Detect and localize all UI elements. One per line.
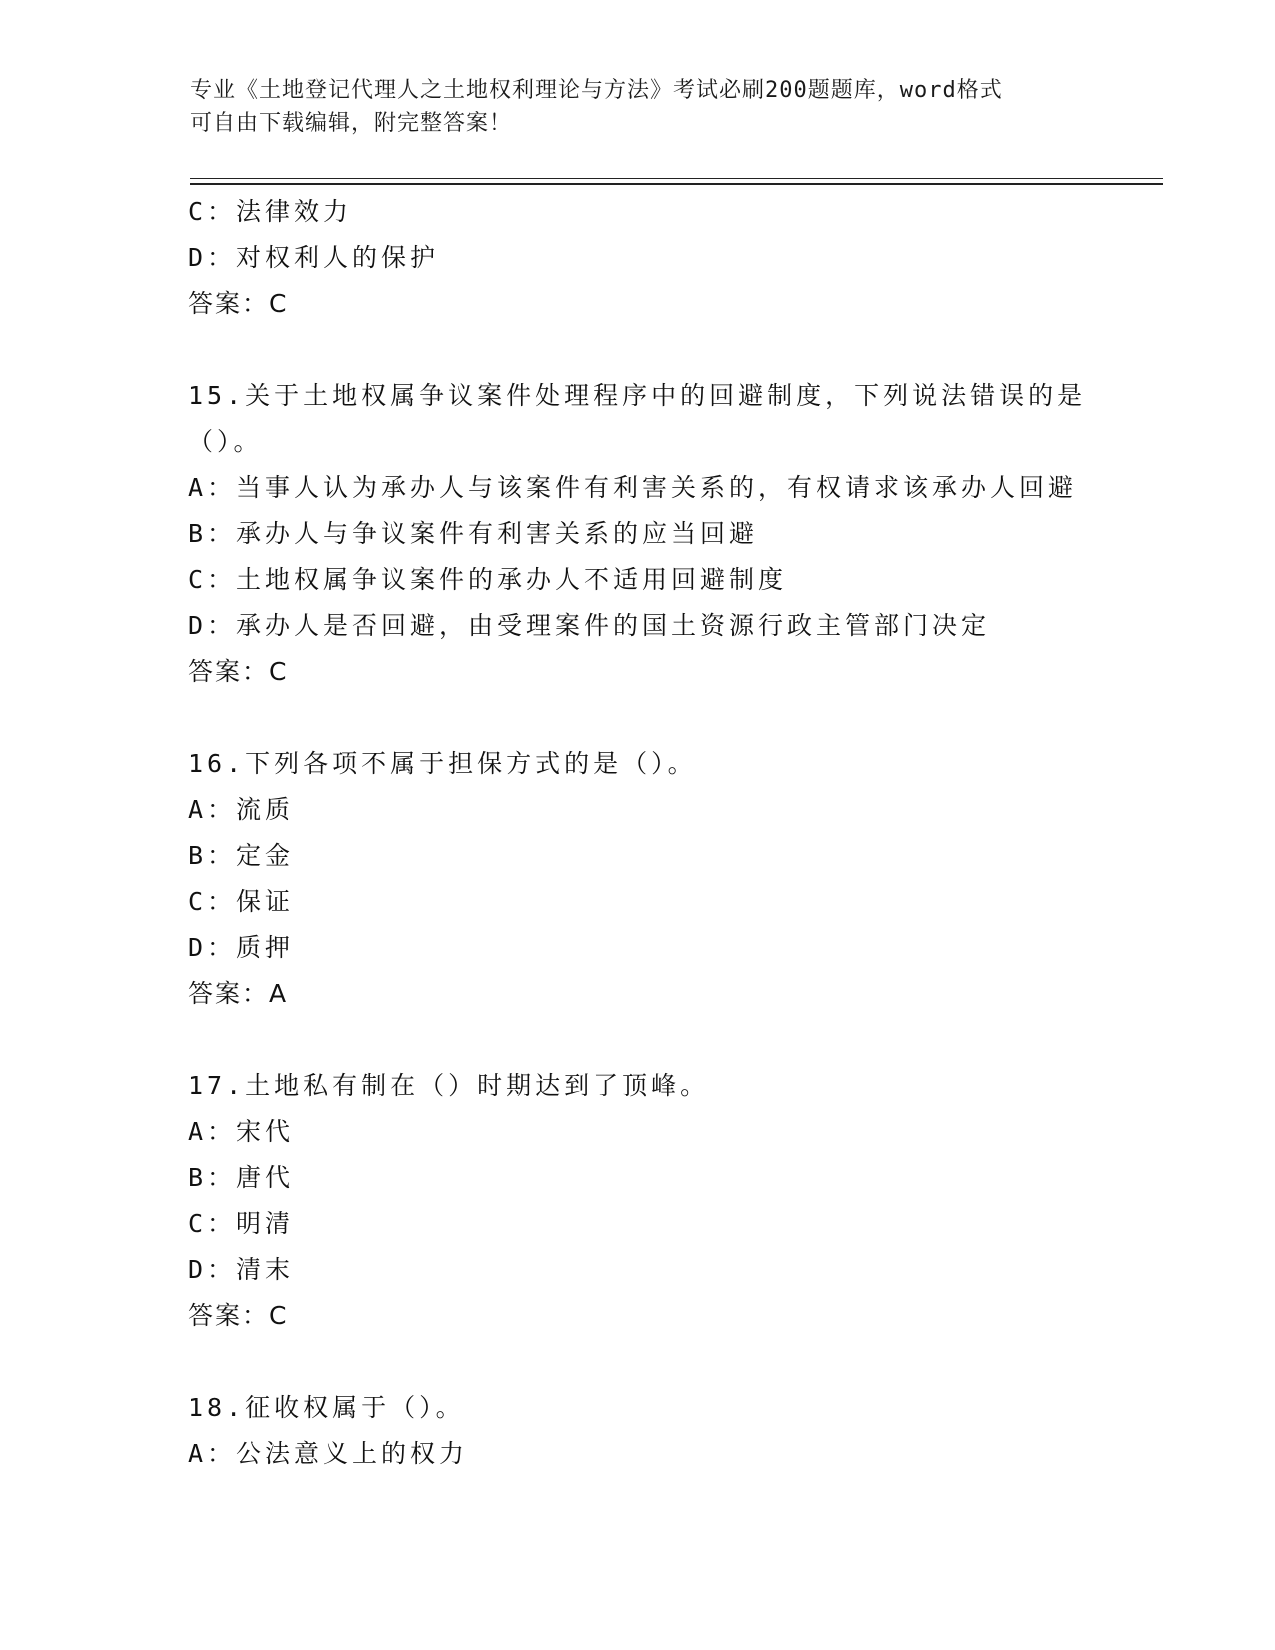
header-divider-thick <box>190 183 1163 185</box>
question-stem: 18.征收权属于（）。 <box>188 1393 465 1422</box>
option-c: C：明清 <box>188 1209 295 1238</box>
spacer <box>188 1339 1148 1385</box>
question-block-14 <box>188 189 1148 327</box>
question-block-16 <box>188 741 1148 1017</box>
header-line-1: 专业《土地登记代理人之土地权利理论与方法》考试必刷200题题库，word格式 <box>190 78 1003 103</box>
question-stem-continued: （）。 <box>188 427 263 456</box>
option-a: A：流质 <box>188 795 295 824</box>
option-c: C：保证 <box>188 887 295 916</box>
option-b: B：承办人与争议案件有利害关系的应当回避 <box>188 519 759 548</box>
question-stem: 17.土地私有制在（）时期达到了顶峰。 <box>188 1071 710 1100</box>
answer-line: 答案：C <box>188 657 289 686</box>
option-b: B：唐代 <box>188 1163 295 1192</box>
question-list <box>188 189 1148 1477</box>
option-d: D：清末 <box>188 1255 295 1284</box>
spacer <box>188 1017 1148 1063</box>
option-d: D：承办人是否回避，由受理案件的国土资源行政主管部门决定 <box>188 611 991 640</box>
spacer <box>188 695 1148 741</box>
answer-line: 答案：C <box>188 289 289 318</box>
page-header <box>190 74 1090 140</box>
option-a: A：公法意义上的权力 <box>188 1439 469 1468</box>
question-stem: 16.下列各项不属于担保方式的是（）。 <box>188 749 697 778</box>
header-divider-thin <box>190 178 1163 179</box>
option-d: D：对权利人的保护 <box>188 243 440 272</box>
question-block-18 <box>188 1385 1148 1477</box>
option-c: C：法律效力 <box>188 197 353 226</box>
option-b: B：定金 <box>188 841 295 870</box>
option-d: D：质押 <box>188 933 295 962</box>
option-c: C：土地权属争议案件的承办人不适用回避制度 <box>188 565 788 594</box>
option-a: A：宋代 <box>188 1117 295 1146</box>
option-a: A：当事人认为承办人与该案件有利害关系的，有权请求该承办人回避 <box>188 473 1078 502</box>
spacer <box>188 327 1148 373</box>
question-block-15 <box>188 373 1148 695</box>
answer-line: 答案：A <box>188 979 289 1008</box>
header-line-2: 可自由下载编辑，附完整答案！ <box>190 111 513 136</box>
question-block-17 <box>188 1063 1148 1339</box>
question-stem: 15.关于土地权属争议案件处理程序中的回避制度，下列说法错误的是 <box>188 381 1087 410</box>
answer-line: 答案：C <box>188 1301 289 1330</box>
